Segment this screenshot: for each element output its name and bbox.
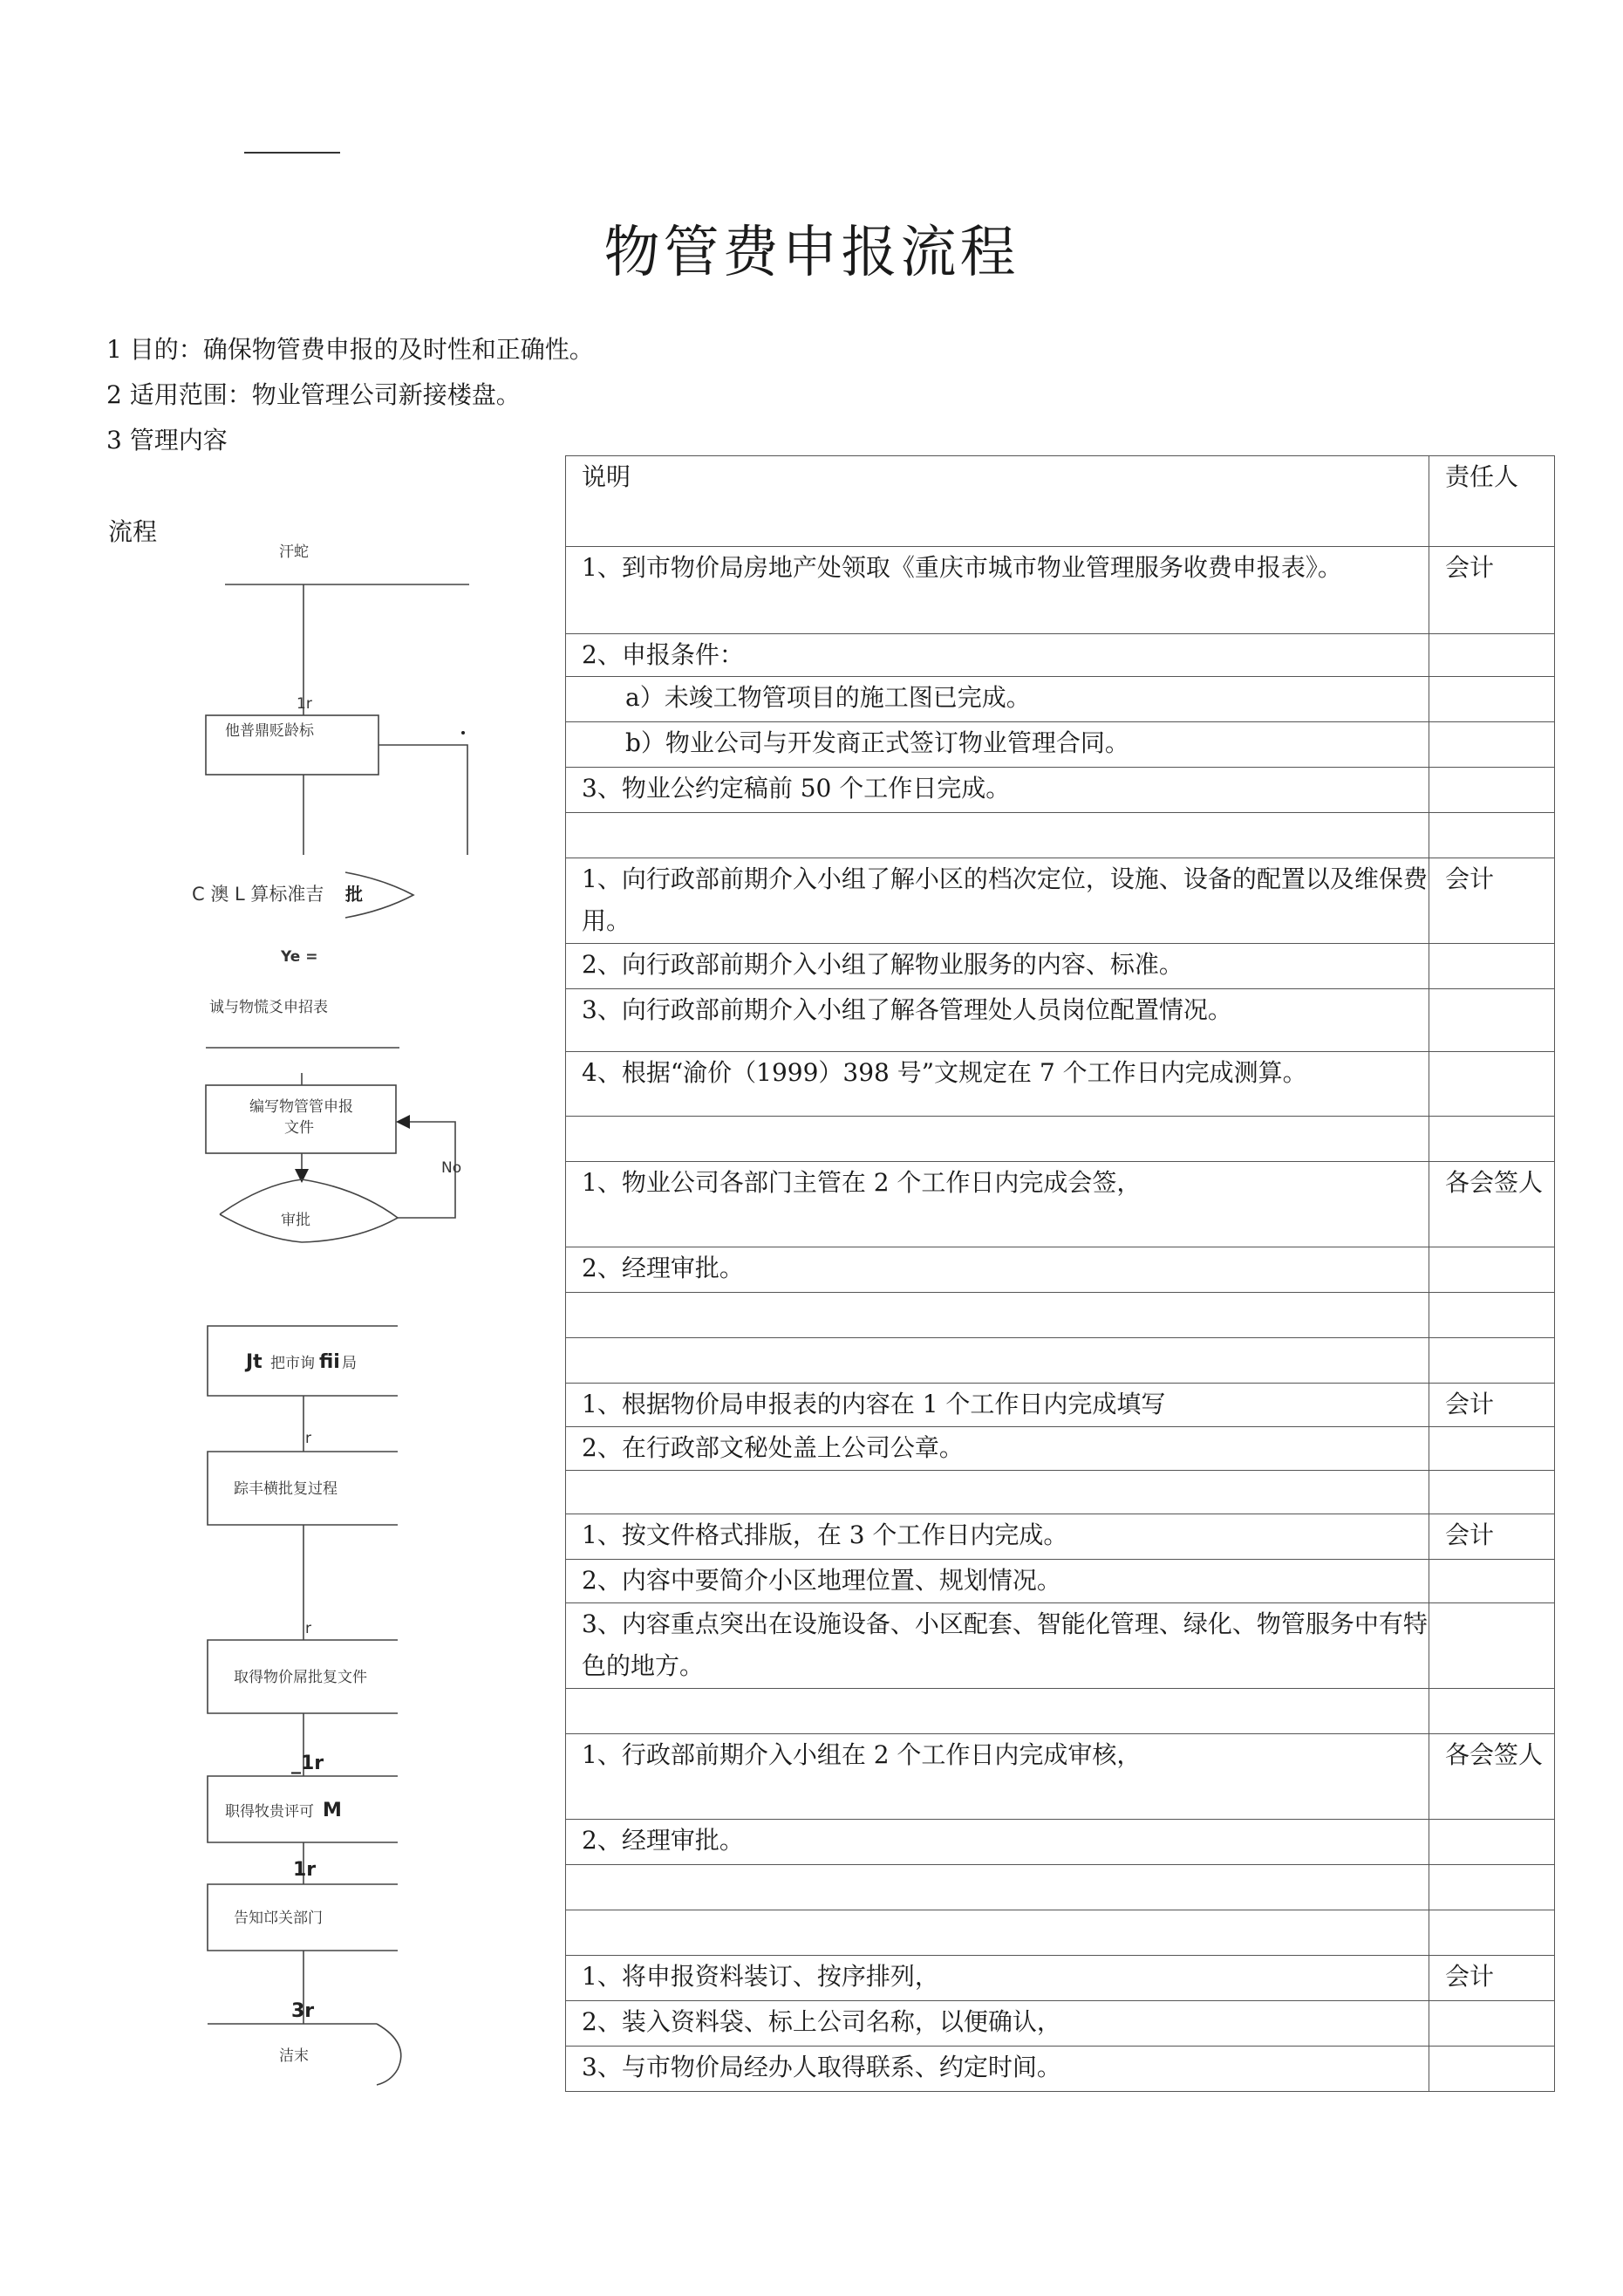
- row-description: a）未竣工物管项目的施工图已完成。: [566, 677, 1429, 722]
- intro-purpose: 1 目的：确保物管费申报的及时性和正确性。: [106, 335, 594, 364]
- table-header-row: [566, 456, 1555, 547]
- row-responsible: [1429, 989, 1555, 1052]
- table-row: [566, 1956, 1555, 2001]
- row-description: [566, 1689, 1429, 1734]
- row-responsible: 会计: [1429, 1956, 1555, 2001]
- row-description: 4、根据“渝价（1999）398 号”文规定在 7 个工作日内完成测算。: [566, 1052, 1429, 1117]
- table-row: [566, 1338, 1555, 1384]
- table-row: [566, 677, 1555, 722]
- row-responsible: [1429, 677, 1555, 722]
- flow-review-label: 审批: [281, 1212, 310, 1229]
- flow-mark: r: [305, 1620, 311, 1637]
- row-responsible: 会计: [1429, 1514, 1555, 1560]
- flow-submit-post: 局: [342, 1355, 357, 1372]
- flow-decision-calc-tag: 批: [345, 884, 363, 905]
- flow-obtain-reply-label: 取得物价屌批复文件: [234, 1669, 367, 1686]
- flow-write-docs-label-1: 编写物管管申报: [249, 1098, 353, 1116]
- row-description: 1、向行政部前期介入小组了解小区的档次定位，设施、设备的配置以及维保费用。: [566, 858, 1429, 944]
- table-row: [566, 1117, 1555, 1162]
- table-row: [566, 2001, 1555, 2047]
- row-description: b）物业公司与开发商正式签订物业管理合同。: [566, 722, 1429, 768]
- table-row: [566, 1910, 1555, 1956]
- row-responsible: [1429, 813, 1555, 858]
- row-description: 3、与市物价局经办人取得联系、约定时间。: [566, 2047, 1429, 2092]
- row-responsible: [1429, 768, 1555, 813]
- table-row: [566, 1603, 1555, 1689]
- end-curve: [377, 2024, 401, 2085]
- row-responsible: [1429, 1247, 1555, 1293]
- flow-start-label: 汗蛇: [279, 543, 309, 561]
- flow-mark: 3r: [291, 2000, 315, 2022]
- table-row: [566, 768, 1555, 813]
- procedure-table-body: [566, 456, 1555, 2092]
- row-description: 1、物业公司各部门主管在 2 个工作日内完成会签，: [566, 1162, 1429, 1247]
- row-responsible: [1429, 1689, 1555, 1734]
- table-row: [566, 989, 1555, 1052]
- table-row: [566, 1689, 1555, 1734]
- row-description: 2、内容中要简介小区地理位置、规划情况。: [566, 1560, 1429, 1603]
- row-description: [566, 1865, 1429, 1910]
- row-responsible: 会计: [1429, 858, 1555, 944]
- flow-end-label: 洁末: [279, 2047, 309, 2065]
- flow-no-label: No: [441, 1159, 462, 1177]
- table-row: [566, 722, 1555, 768]
- table-row: [566, 1293, 1555, 1338]
- header-description: 说明: [566, 456, 1429, 547]
- row-description: 2、经理审批。: [566, 1820, 1429, 1865]
- row-description: [566, 1117, 1429, 1162]
- row-responsible: [1429, 1910, 1555, 1956]
- flow-submit-pre: Jt: [246, 1351, 263, 1373]
- row-description: 2、在行政部文秘处盖上公司公章。: [566, 1427, 1429, 1471]
- table-row: [566, 1820, 1555, 1865]
- flow-cost-standard-label: 他普鼎贬龄标: [225, 722, 314, 740]
- flow-notify-label: 告知邙关部门: [234, 1910, 323, 1927]
- flow-submit-mid: 把市询: [270, 1355, 315, 1372]
- row-description: 2、向行政部前期介入小组了解物业服务的内容、标准。: [566, 944, 1429, 989]
- row-responsible: 会计: [1429, 547, 1555, 634]
- decision-review-shape: [220, 1179, 398, 1242]
- flow-mark: 1r: [293, 1859, 317, 1881]
- row-responsible: [1429, 1471, 1555, 1514]
- row-responsible: [1429, 1338, 1555, 1384]
- row-responsible: [1429, 1427, 1555, 1471]
- row-responsible: [1429, 1560, 1555, 1603]
- table-row: [566, 1471, 1555, 1514]
- row-description: 2、申报条件：: [566, 634, 1429, 677]
- row-responsible: [1429, 1117, 1555, 1162]
- row-responsible: [1429, 2001, 1555, 2047]
- flow-obtain-permit-bold: M: [323, 1800, 342, 1821]
- row-description: 2、装入资料袋、标上公司名称，以便确认，: [566, 2001, 1429, 2047]
- row-description: [566, 1338, 1429, 1384]
- procedure-table: [565, 455, 1555, 2092]
- flow-yes-label: Ye =: [281, 948, 318, 966]
- table-row: [566, 1734, 1555, 1820]
- flow-write-docs-label-2: 文件: [284, 1119, 314, 1137]
- row-responsible: 各会签人: [1429, 1162, 1555, 1247]
- table-row: [566, 547, 1555, 634]
- table-row: [566, 1865, 1555, 1910]
- row-responsible: [1429, 722, 1555, 768]
- row-responsible: [1429, 1293, 1555, 1338]
- row-responsible: [1429, 1603, 1555, 1689]
- row-responsible: [1429, 1865, 1555, 1910]
- flow-label: 流程: [108, 517, 158, 546]
- row-responsible: [1429, 634, 1555, 677]
- row-description: 1、根据物价局申报表的内容在 1 个工作日内完成填写: [566, 1384, 1429, 1427]
- row-description: 3、向行政部前期介入小组了解各管理处人员岗位配置情况。: [566, 989, 1429, 1052]
- row-responsible: [1429, 2047, 1555, 2092]
- table-row: [566, 858, 1555, 944]
- table-row: [566, 1427, 1555, 1471]
- side-connector: [378, 745, 467, 855]
- row-responsible: [1429, 1820, 1555, 1865]
- row-description: 1、将申报资料装订、按序排列，: [566, 1956, 1429, 2001]
- row-description: [566, 1471, 1429, 1514]
- table-row: [566, 944, 1555, 989]
- row-responsible: [1429, 1052, 1555, 1117]
- table-row: [566, 634, 1555, 677]
- table-row: [566, 1052, 1555, 1117]
- table-row: [566, 1162, 1555, 1247]
- table-row: [566, 1247, 1555, 1293]
- flow-fill-form-label: 诚与物慌爻申招表: [209, 999, 328, 1016]
- row-responsible: [1429, 944, 1555, 989]
- table-row: [566, 1514, 1555, 1560]
- flow-mark: 1r: [297, 695, 312, 713]
- row-description: 1、行政部前期介入小组在 2 个工作日内完成审核，: [566, 1734, 1429, 1820]
- intro-content: 3 管理内容: [106, 426, 228, 454]
- row-description: [566, 813, 1429, 858]
- table-row: [566, 1384, 1555, 1427]
- flow-mark: r: [305, 1430, 311, 1447]
- intro-scope: 2 适用范围：物业管理公司新接楼盘。: [106, 380, 521, 409]
- table-row: [566, 1560, 1555, 1603]
- flow-obtain-permit-label: 职得牧贵评可: [225, 1803, 314, 1821]
- table-row: [566, 813, 1555, 858]
- flow-track-label: 踪丰横批复过程: [234, 1480, 338, 1498]
- row-description: 1、到市物价局房地产处领取《重庆市城市物业管理服务收费申报表》。: [566, 547, 1429, 634]
- table-row: [566, 2047, 1555, 2092]
- row-description: 3、内容重点突出在设施设备、小区配套、智能化管理、绿化、物管服务中有特色的地方。: [566, 1603, 1429, 1689]
- page-title: 物管费申报流程: [604, 221, 1019, 285]
- row-responsible: 会计: [1429, 1384, 1555, 1427]
- flow-submit-bold: fii: [319, 1351, 340, 1373]
- row-responsible: 各会签人: [1429, 1734, 1555, 1820]
- row-description: 3、物业公约定稿前 50 个工作日完成。: [566, 768, 1429, 813]
- flow-mark: _1r: [291, 1753, 324, 1774]
- flowchart: [0, 0, 558, 2296]
- row-description: [566, 1910, 1429, 1956]
- row-description: 1、按文件格式排版，在 3 个工作日内完成。: [566, 1514, 1429, 1560]
- header-responsible: 责任人: [1429, 456, 1555, 547]
- row-description: 2、经理审批。: [566, 1247, 1429, 1293]
- row-description: [566, 1293, 1429, 1338]
- flow-decision-calc-label: C 澳 L 算标准吉: [192, 884, 324, 905]
